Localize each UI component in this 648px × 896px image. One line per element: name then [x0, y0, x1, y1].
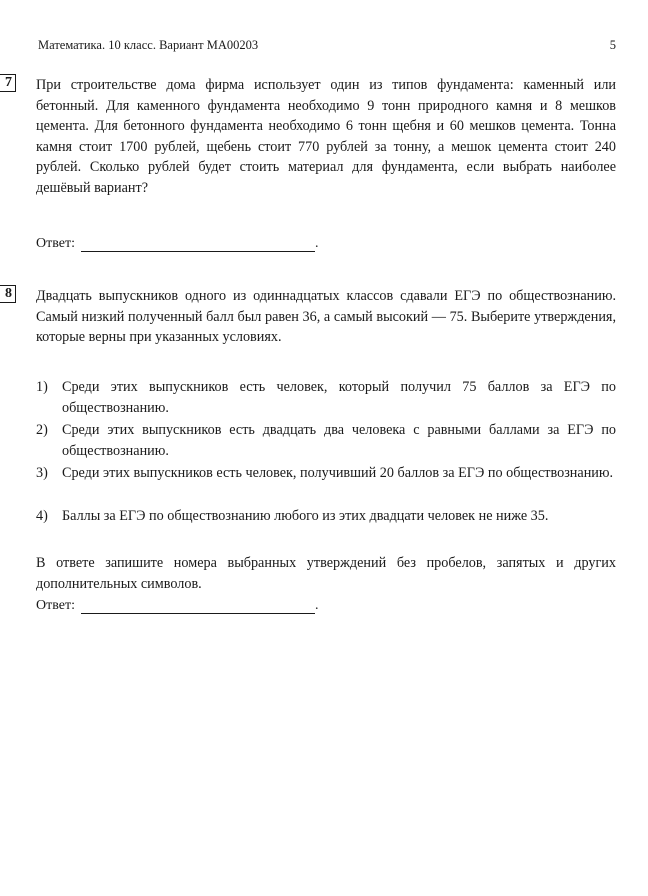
task-18-answer-field[interactable] — [81, 599, 315, 614]
option-text: Среди этих выпускников есть двадцать два человека с равными баллами за ЕГЭ по обществознанию. — [62, 422, 616, 459]
task-18-answer — [36, 598, 318, 614]
task-17-text: При строительстве дома фирма использует один из типов фундамента: каменный или бетонный. Для каменного фундамента необходимо 9 тонн природного камня и 8 мешков цемента. Для бетонного фундамента необходимо 6 тонн щебня и 60 мешков цемента. Тонна камня стоит 1700 рублей, щебень стоит 770 рублей за тонну, а мешок цемента стоит 240 рублей. Сколько рублей будет стоить материал для фундамента, если выбрать наиболее дешёвый вариант? — [36, 77, 616, 196]
option-text: Баллы за ЕГЭ по обществознанию любого из этих двадцати человек не ниже 35. — [62, 508, 549, 524]
task-18-option — [36, 463, 616, 484]
option-text: Среди этих выпускников есть человек, получивший 20 баллов за ЕГЭ по обществознанию. — [62, 465, 614, 481]
task-17-number: 7 — [0, 74, 16, 92]
task-18-instruction: В ответе запишите номера выбранных утверждений без пробелов, запятых и других дополнительных символов. — [36, 555, 616, 592]
option-number: 2) — [36, 422, 48, 438]
task-18-answer-label: Ответ: — [36, 598, 75, 613]
page-number: 5 — [609, 38, 616, 52]
task-18-text: Двадцать выпускников одного из одиннадцатых классов сдавали ЕГЭ по обществознанию. Самый низкий полученный балл был равен 36, а самый высокий — 75. Выберите утверждения, которые верны при указанных условиях. — [36, 288, 616, 345]
option-text: Среди этих выпускников есть человек, который получил 75 баллов за ЕГЭ по обществознанию. — [62, 379, 616, 416]
task-18-option — [36, 420, 616, 461]
answer-period: . — [314, 598, 319, 613]
option-number: 1) — [36, 379, 48, 395]
option-number: 3) — [36, 465, 48, 481]
option-number: 4) — [36, 508, 48, 524]
header-title: Математика. 10 класс. Вариант МА00203 — [38, 38, 259, 52]
answer-period: . — [314, 236, 319, 251]
page-header — [38, 38, 616, 53]
task-18-option — [36, 377, 616, 418]
task-18-number: 8 — [0, 285, 16, 303]
task-17-answer — [36, 236, 318, 252]
task-18-option — [36, 506, 616, 527]
task-17-answer-label: Ответ: — [36, 236, 75, 251]
task-17-answer-field[interactable] — [81, 237, 315, 252]
